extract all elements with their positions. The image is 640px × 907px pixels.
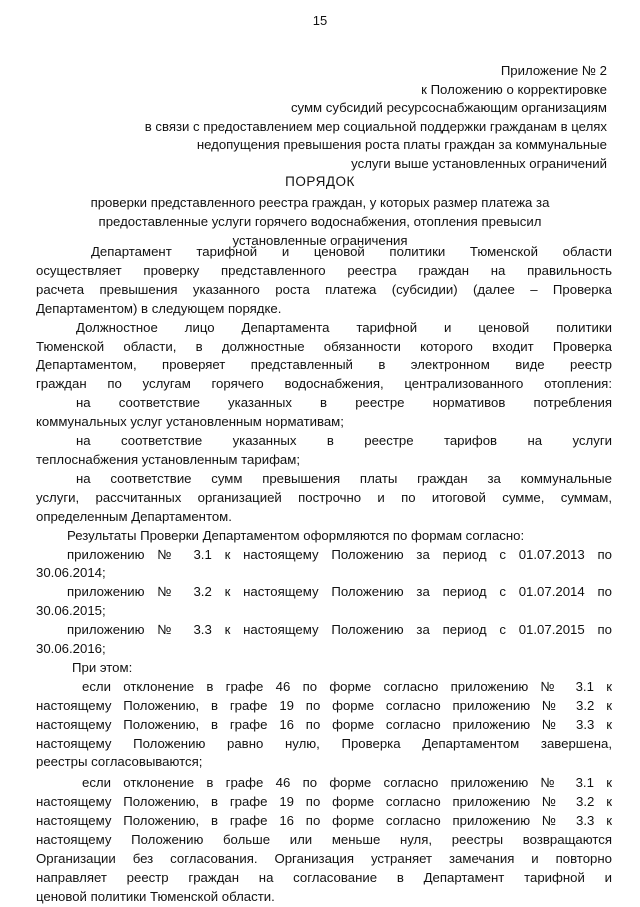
appendix-header [87,62,607,174]
text-line: Должностное лицо Департамента тарифной и ценовой политики [76,319,612,335]
paragraph-results [36,527,612,546]
text-line: Организации без согласования. Организация устраняет замечания и повторно [36,851,612,866]
check-item-tariffs [36,432,612,470]
text-line: расчета превышения указанного роста платежа (субсидии) (далее – Проверка [36,281,612,297]
text-line: настоящему Положению, в графе 16 по форме согласно приложению № 3.3 к [36,716,612,732]
text-line: на соответствие указанных в реестре тарифов на услуги [76,433,612,449]
form-item-3-1 [36,546,612,584]
check-item-norms [36,394,612,432]
text-line: 30.06.2014; [36,565,106,581]
appendix-line: Приложение № 2 [500,63,607,78]
subtitle-line: установленные ограничения [232,233,408,248]
document-title: ПОРЯДОК [285,174,355,189]
text-line: осуществляет проверку представленного реестра граждан на правильность [36,262,612,278]
text-line: если отклонение в графе 46 по форме согласно приложению № 3.1 к [82,678,612,694]
form-item-3-2 [36,583,612,621]
appendix-line: к Положению о корректировке [421,81,607,97]
text-line: Департаментом) в следующем порядке. [36,300,282,316]
text-line: приложению № 3.3 к настоящему Положению за период с 01.07.2015 по [67,622,612,638]
text-line: Тюменской области, в должностные обязанности которого входит Проверка [36,338,612,354]
text-line: При этом: [72,659,133,675]
appendix-line: сумм субсидий ресурсоснабжающим организациям [290,100,607,116]
appendix-line: услуги выше установленных ограничений [351,155,607,171]
check-item-sums [36,470,612,527]
text-line: на соответствие указанных в реестре нормативов потребления [76,395,612,411]
condition-zero [36,678,612,773]
text-line: настоящему Положению больше или меньше нуля, реестры возвращаются [36,832,612,848]
subtitle-line: предоставленные услуги горячего водоснабжения, отопления превысил [98,214,542,229]
text-line: настоящему Положению, в графе 19 по форме согласно приложению № 3.2 к [36,697,612,713]
text-line: приложению № 3.2 к настоящему Положению за период с 01.07.2014 по [67,584,612,600]
text-line: приложению № 3.1 к настоящему Положению за период с 01.07.2013 по [67,546,612,562]
text-line: направляет реестр граждан на согласование в Департамент тарифной и [36,869,612,885]
text-line: 30.06.2016; [36,641,106,657]
text-line: 30.06.2015; [36,603,106,619]
form-item-3-3 [36,621,612,659]
paragraph-official [36,319,612,395]
text-line: настоящему Положению равно нулю, Проверка Департаментом завершена, [36,735,612,751]
subtitle-line: проверки представленного реестра граждан, у которых размер платежа за [90,195,550,210]
text-line: граждан по услугам горячего водоснабжения, централизованного отопления: [36,376,612,392]
text-line: Департамент тарифной и ценовой политики Тюменской области [91,244,612,259]
text-line: ценовой политики Тюменской области. [36,888,275,904]
appendix-line: в связи с предоставлением мер социальной поддержки гражданам в целях [144,118,607,134]
text-line: на соответствие сумм превышения платы граждан за коммунальные [76,470,612,486]
paragraph-meanwhile [36,659,612,678]
text-line: настоящему Положению, в графе 16 по форме согласно приложению № 3.3 к [36,813,612,829]
text-line: теплоснабжения установленным тарифам; [36,451,301,467]
appendix-line: недопущения превышения роста платы граждан за коммунальные [196,137,607,153]
text-line: если отклонение в графе 46 по форме согласно приложению № 3.1 к [82,775,612,791]
text-line: Департаментом, проверяет представленный в электронном виде реестр [36,357,612,373]
document-subtitle [60,193,580,250]
text-line: реестры согласовываются; [36,754,203,770]
condition-nonzero [36,774,612,906]
text-line: определенным Департаментом. [36,508,232,524]
paragraph-department [36,243,612,319]
document-body [36,243,612,907]
text-line: Результаты Проверки Департаментом оформляются по формам согласно: [67,527,525,543]
text-line: настоящему Положению, в графе 19 по форме согласно приложению № 3.2 к [36,794,612,810]
text-line: услуги, рассчитанных организацией построчно и по итоговой сумме, суммам, [36,489,612,505]
page-number: 15 [312,13,328,28]
text-line: коммунальных услуг установленным нормативам; [36,414,344,430]
